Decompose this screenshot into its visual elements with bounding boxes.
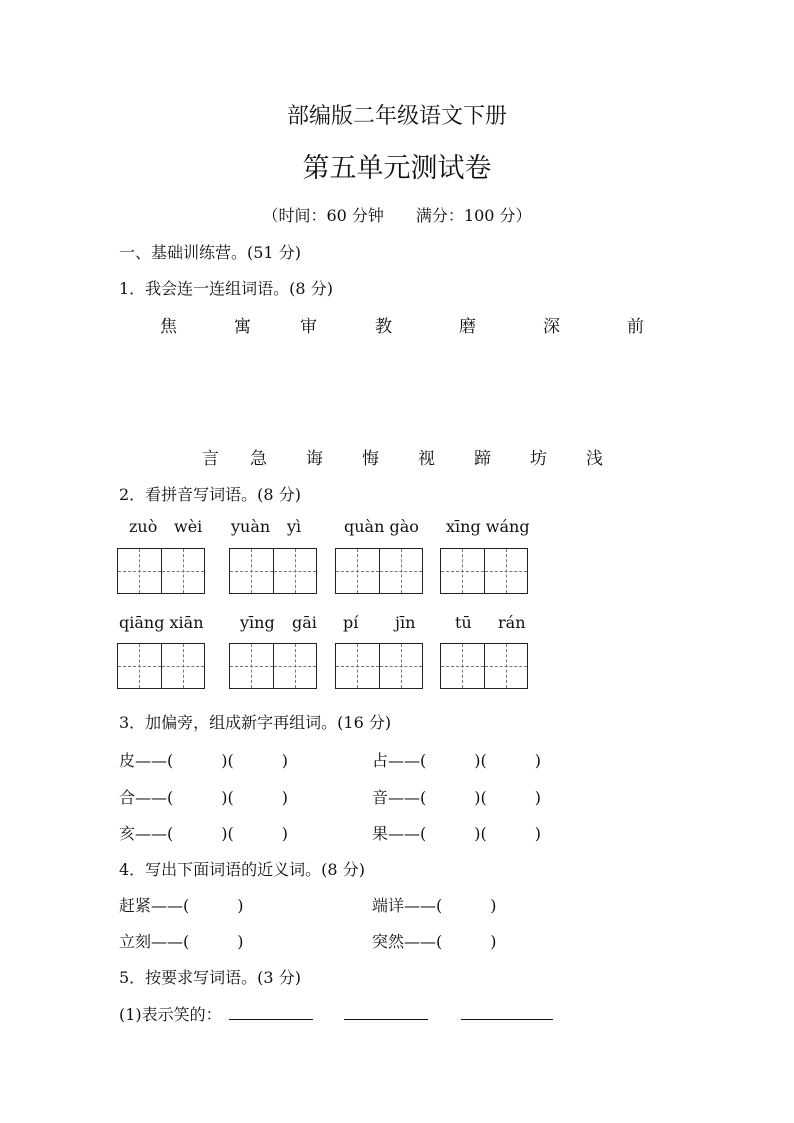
writing-grid[interactable] (229, 643, 317, 689)
pinyin-label: rán (498, 613, 526, 632)
q1-top-char: 深 (543, 317, 560, 337)
section-1-heading: 一、基础训练营。(51 分) (119, 243, 301, 262)
q4-title: 4．写出下面词语的近义词。(8 分) (119, 860, 365, 879)
q4-item[interactable]: 立刻——( ) (119, 932, 244, 951)
q1-top-char: 教 (375, 317, 392, 337)
q1-bottom-char: 悔 (362, 449, 379, 469)
q5-item-1 (119, 1002, 553, 1025)
q1-top-char: 寓 (234, 317, 251, 337)
doc-subtitle: 第五单元测试卷 (302, 153, 492, 184)
q4-item[interactable]: 赶紧——( ) (119, 896, 244, 915)
q1-bottom-char: 急 (250, 449, 267, 469)
q3-item[interactable]: 占——( )( ) (372, 751, 541, 770)
q1-bottom-char: 蹄 (474, 449, 491, 469)
q5-item-1-label: (1)表示笑的： (119, 1005, 222, 1024)
q1-top-char: 审 (300, 317, 317, 337)
doc-title: 部编版二年级语文下册 (286, 104, 507, 129)
q1-top-char: 前 (627, 317, 644, 337)
q1-bottom-char: 诲 (306, 449, 323, 469)
pinyin-label: quàn gào (344, 517, 419, 536)
q4-item[interactable]: 突然——( ) (372, 932, 497, 951)
writing-grid[interactable] (440, 548, 528, 594)
q1-title: 1．我会连一连组词语。(8 分) (119, 279, 333, 298)
pinyin-label: xīng wáng (446, 517, 530, 536)
pinyin-label: tū (455, 613, 472, 632)
q3-item[interactable]: 音——( )( ) (372, 788, 541, 807)
writing-grid[interactable] (229, 548, 317, 594)
q1-bottom-char: 言 (202, 449, 219, 469)
q3-item[interactable]: 皮——( )( ) (119, 751, 288, 770)
q5-title: 5．按要求写词语。(3 分) (119, 968, 301, 987)
pinyin-label: zuò (129, 517, 158, 536)
q4-item[interactable]: 端详——( ) (372, 896, 497, 915)
pinyin-label: jīn (395, 613, 416, 632)
pinyin-label: yuàn (231, 517, 271, 536)
pinyin-label: pí (343, 613, 359, 632)
answer-blank[interactable] (344, 1005, 428, 1020)
q3-item[interactable]: 果——( )( ) (372, 824, 541, 843)
q1-top-char: 磨 (459, 317, 476, 337)
q1-bottom-char: 坊 (530, 449, 547, 469)
writing-grid[interactable] (117, 548, 205, 594)
writing-grid[interactable] (335, 643, 423, 689)
q1-bottom-char: 浅 (586, 449, 603, 469)
q3-item[interactable]: 亥——( )( ) (119, 824, 288, 843)
exam-info: （时间：60 分钟 满分：100 分） (262, 206, 532, 225)
pinyin-label: wèi (174, 517, 203, 536)
pinyin-label: yīng (240, 613, 275, 632)
answer-blank[interactable] (461, 1005, 553, 1020)
q1-bottom-char: 视 (418, 449, 435, 469)
pinyin-label: qiāng xiān (119, 613, 204, 632)
pinyin-label: yì (287, 517, 302, 536)
writing-grid[interactable] (335, 548, 423, 594)
q1-top-char: 焦 (160, 317, 177, 337)
q3-title: 3．加偏旁，组成新字再组词。(16 分) (119, 713, 392, 732)
answer-blank[interactable] (229, 1005, 313, 1020)
writing-grid[interactable] (440, 643, 528, 689)
writing-grid[interactable] (117, 643, 205, 689)
pinyin-label: gāi (292, 613, 317, 632)
q3-item[interactable]: 合——( )( ) (119, 788, 288, 807)
q2-title: 2．看拼音写词语。(8 分) (119, 485, 301, 504)
